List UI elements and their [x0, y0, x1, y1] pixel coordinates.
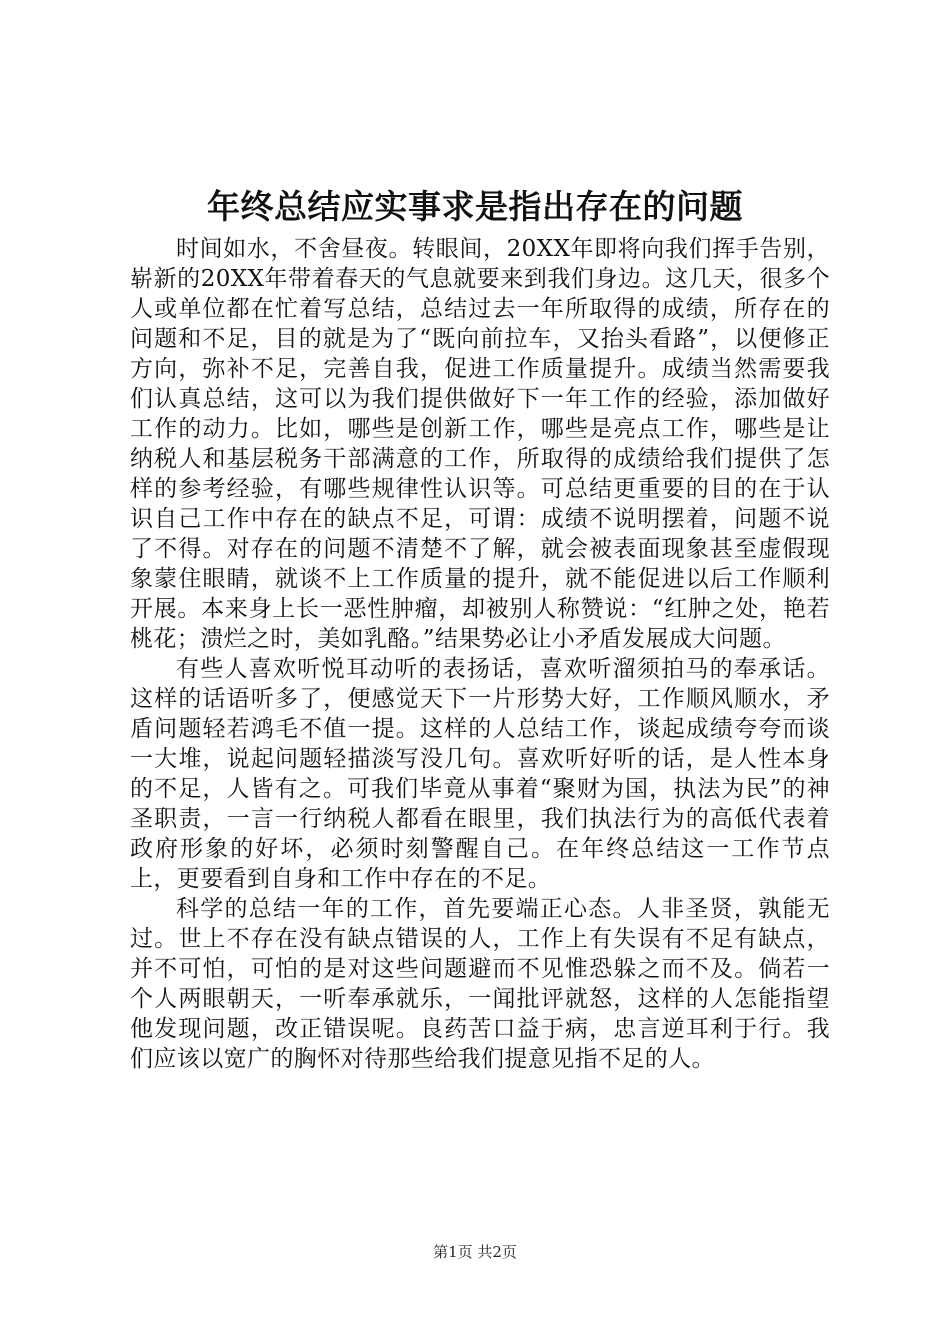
paragraph-2: 有些人喜欢听悦耳动听的表扬话，喜欢听溜须拍马的奉承话。这样的话语听多了，便感觉天下一片形势大好，工作顺风顺水，矛盾问题轻若鸿毛不值一提。这样的人总结工作，谈起成绩夸夸而谈一大堆，说起问题轻描淡写没几句。喜欢听好听的话，是人性本身的不足，人皆有之。可我们毕竟从事着“聚财为国，执法为民”的神圣职责，一言一行纳税人都看在眼里，我们执法行为的高低代表着政府形象的好坏，必须时刻警醒自己。在年终总结这一工作节点上，更要看到自身和工作中存在的不足。 — [130, 656, 830, 892]
document-title: 年终总结应实事求是指出存在的问题 — [207, 187, 743, 226]
page-footer: 第1页 共2页 — [433, 1243, 517, 1261]
document-body — [130, 234, 830, 1074]
paragraph-1: 时间如水，不舍昼夜。转眼间，20XX年即将向我们挥手告别，崭新的20XX年带着春天的气息就要来到我们身边。这几天，很多个人或单位都在忙着写总结，总结过去一年所取得的成绩，所存在的问题和不足，目的就是为了“既向前拉车，又抬头看路”，以便修正方向，弥补不足，完善自我，促进工作质量提升。成绩当然需要我们认真总结，这可以为我们提供做好下一年工作的经验，添加做好工作的动力。比如，哪些是创新工作，哪些是亮点工作，哪些是让纳税人和基层税务干部满意的工作，所取得的成绩给我们提供了怎样的参考经验，有哪些规律性认识等。可总结更重要的目的在于认识自己工作中存在的缺点不足，可谓：成绩不说明摆着，问题不说了不得。对存在的问题不清楚不了解，就会被表面现象甚至虚假现象蒙住眼睛，就谈不上工作质量的提升，就不能促进以后工作顺利开展。本来身上长一恶性肿瘤，却被别人称赞说：“红肿之处，艳若桃花；溃烂之时，美如乳酪。”结果势必让小矛盾发展成大问题。 — [130, 236, 830, 652]
paragraph-3: 科学的总结一年的工作，首先要端正心态。人非圣贤，孰能无过。世上不存在没有缺点错误的人，工作上有失误有不足有缺点，并不可怕，可怕的是对这些问题避而不见惟恐躲之而不及。倘若一个人两眼朝天，一听奉承就乐，一闻批评就怒，这样的人怎能指望他发现问题，改正错误呢。良药苦口益于病，忠言逆耳利于行。我们应该以宽广的胸怀对待那些给我们提意见指不足的人。 — [130, 896, 830, 1072]
